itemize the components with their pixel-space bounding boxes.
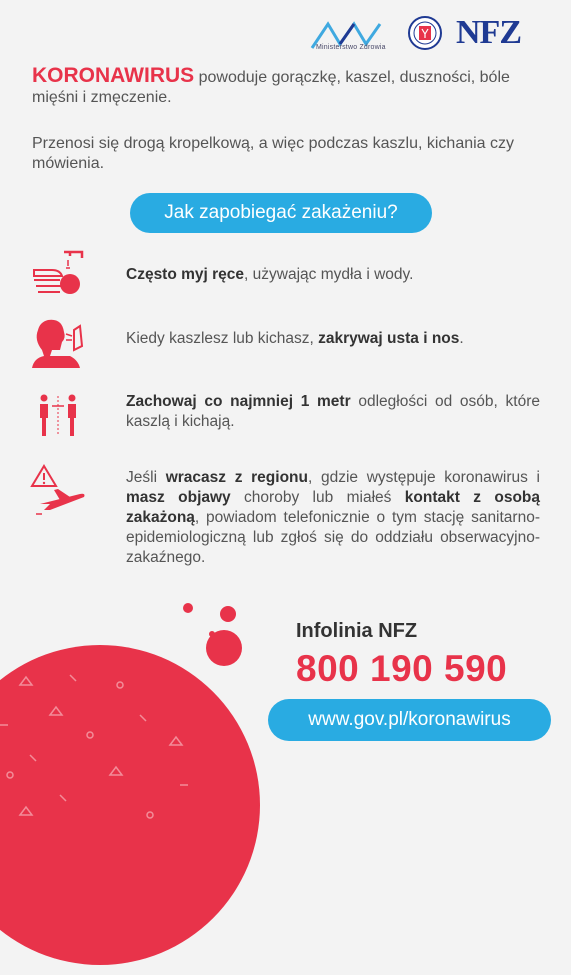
keyword-coronavirus: KORONAWIRUS: [32, 64, 195, 87]
logos: [310, 10, 560, 60]
sanitary-inspection-seal-icon: [408, 16, 442, 50]
tip-bold: Często myj ręce: [126, 266, 245, 283]
distance-icon: [34, 392, 84, 438]
tip-bold: masz objawy: [126, 489, 231, 506]
tip-text: .: [459, 330, 464, 347]
tip-text: , używając mydła i wody.: [244, 266, 414, 283]
infoline-title: Infolinia NFZ: [296, 620, 418, 642]
prevention-heading-pill: Jak zapobiegać zakażeniu?: [130, 193, 432, 233]
tip-wash-hands: [126, 265, 540, 285]
tip-cover-mouth: [126, 329, 540, 349]
virus-particles: [180, 590, 250, 670]
infoline-phone[interactable]: 800 190 590: [296, 648, 508, 689]
tip-bold: kontakt z osobą zakażoną: [126, 489, 541, 526]
intro-text: powoduje gorączkę, kaszel, duszności, bóle mięśni i zmęczenie.: [32, 69, 510, 106]
travel-warning-icon: [30, 464, 88, 520]
intro-paragraph: [32, 66, 542, 108]
tip-bold: wracasz z regionu: [165, 469, 308, 486]
virus-illustration: [0, 645, 270, 975]
tip-text: Kiedy kaszlesz lub kichasz,: [126, 330, 319, 347]
tip-text: , powiadom telefonicznie o tym stację sanitarno-epidemiologiczną lub zgłoś się do oddziału obserwacyjno-zakaźnego.: [126, 509, 540, 566]
handwash-icon: [30, 248, 90, 298]
tip-keep-distance: [126, 392, 540, 432]
ministry-caption: Ministerstwo Zdrowia: [316, 44, 386, 51]
ministry-logo-icon: [310, 10, 390, 60]
tip-text: odległości od osób, które kaszlą i kichają.: [126, 393, 540, 430]
cough-icon: [30, 316, 92, 368]
tip-text: Jeśli: [126, 469, 166, 486]
tip-bold: zakrywaj usta i nos: [318, 330, 460, 347]
transmission-paragraph: Przenosi się drogą kropelkową, a więc podczas kaszlu, kichania czy mówienia.: [32, 135, 515, 172]
tip-text: choroby lub miałeś: [230, 489, 405, 506]
tip-bold: Zachowaj co najmniej 1 metr: [126, 393, 351, 410]
website-link[interactable]: www.gov.pl/koronawirus: [268, 699, 551, 741]
tip-returning-traveler: [126, 468, 540, 568]
tip-text: , gdzie występuje koronawirus i: [307, 469, 540, 486]
nfz-logo: NFZ: [456, 14, 521, 51]
